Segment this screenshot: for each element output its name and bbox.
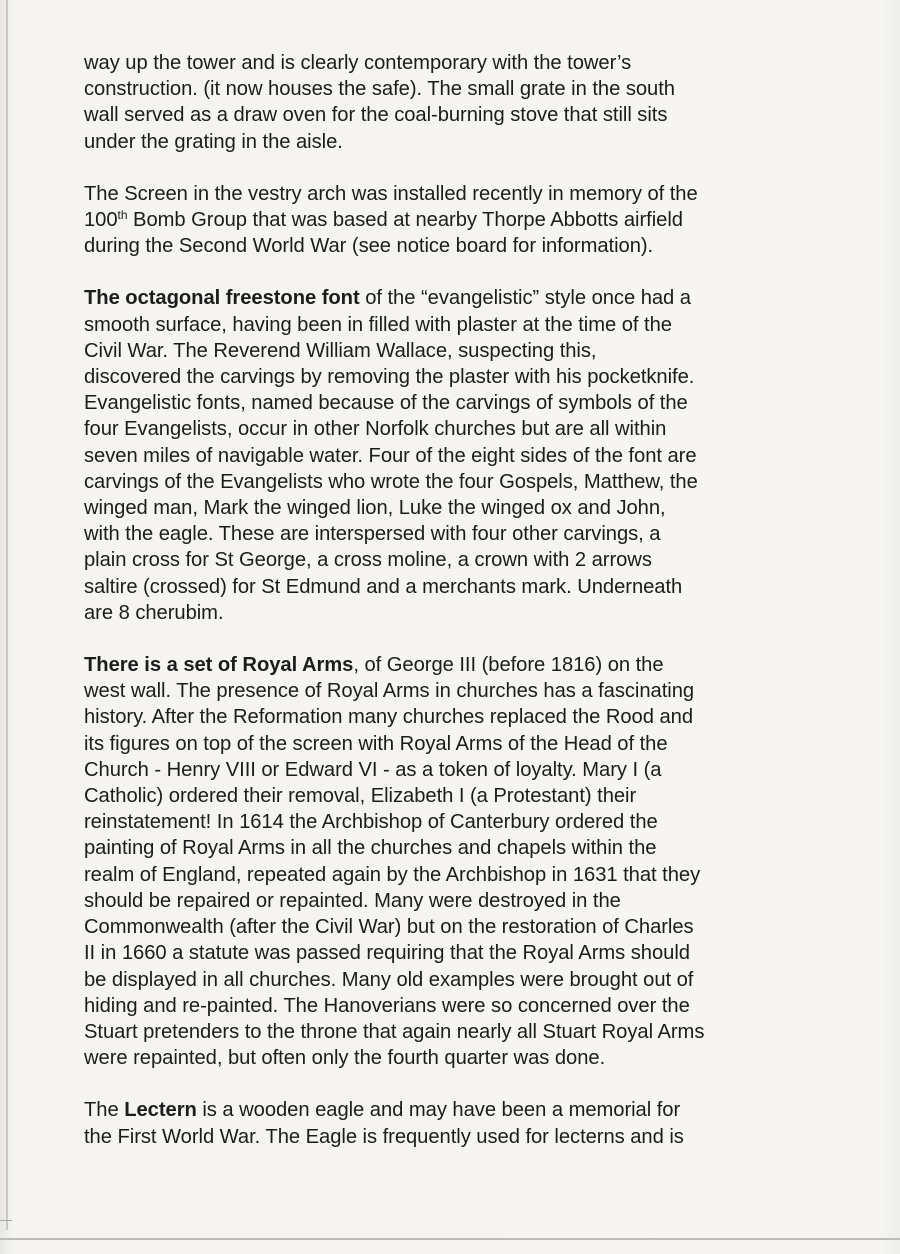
text-line [84,914,804,940]
text-line [84,1097,804,1123]
text-line [84,129,804,155]
text-line [84,967,804,993]
text-line [84,888,804,914]
text-line [84,416,804,442]
text-run: seven miles of navigable water. Four of the eight sides of the font are [84,444,697,467]
text-run: painting of Royal Arms in all the churches and chapels within the [84,837,657,860]
text-line [84,50,804,76]
text-run: are 8 cherubim. [84,601,224,624]
text-run: should be repaired or repainted. Many were destroyed in the [84,889,621,912]
text-run: reinstatement! In 1614 the Archbishop of Canterbury ordered the [84,811,658,834]
text-run: smooth surface, having been in filled with plaster at the time of the [84,313,672,336]
text-line [84,940,804,966]
text-line [84,862,804,888]
text-line [84,704,804,730]
text-run: way up the tower and is clearly contemporary with the tower’s [84,52,632,74]
text-run: saltire (crossed) for St Edmund and a merchants mark. Underneath [84,575,683,598]
page-corner-mark [0,1220,12,1221]
text-run: Commonwealth (after the Civil War) but on the restoration of Charles [84,916,694,939]
text-line [84,1124,804,1150]
text-run: four Evangelists, occur in other Norfolk churches but are all within [84,418,667,441]
text-run: with the eagle. These are interspersed with four other carvings, a [84,523,661,546]
text-line [84,390,804,416]
text-run: wall served as a draw oven for the coal-burning stove that still sits [84,104,668,127]
text-run: is a wooden eagle and may have been a memorial for [196,1099,681,1122]
superscript-text: th [117,208,128,223]
text-line [84,1019,804,1045]
text-line [84,809,804,835]
text-line [84,76,804,102]
text-run: Evangelistic fonts, named because of the carvings of symbols of the [84,392,688,415]
text-line [84,835,804,861]
text-run: hiding and re-painted. The Hanoverians were so concerned over the [84,994,690,1017]
page-left-edge [6,0,8,1230]
text-line [84,338,804,364]
text-line [84,102,804,128]
text-line [84,495,804,521]
text-run: during the Second World War (see notice board for information). [84,235,654,258]
text-line [84,285,804,311]
para-lectern [84,1097,804,1149]
text-run: , of George III (before 1816) on the [353,654,664,677]
text-line [84,207,804,233]
text-line [84,600,804,626]
text-run: of the “evangelistic” style once had a [359,287,691,310]
text-run: Civil War. The Reverend William Wallace, suspecting this, [84,339,597,362]
text-line [84,521,804,547]
text-run: under the grating in the aisle. [84,130,343,153]
text-run: plain cross for St George, a cross moline, a crown with 2 arrows [84,549,652,572]
para-font [84,285,804,626]
text-run: II in 1660 a statute was passed requiring that the Royal Arms should [84,942,690,965]
text-line [84,1045,804,1071]
text-line [84,181,804,207]
bold-heading-text: The octagonal freestone font [84,287,360,310]
para-vestry [84,50,804,155]
page-bottom-edge [0,1238,900,1240]
text-run: Stuart pretenders to the throne that again nearly all Stuart Royal Arms [84,1020,705,1043]
text-line [84,783,804,809]
text-line [84,364,804,390]
text-run: The [84,1099,125,1122]
bold-heading-text: Lectern [124,1099,197,1122]
text-run: carvings of the Evangelists who wrote the four Gospels, Matthew, the [84,470,698,493]
text-run: construction. (it now houses the safe). The small grate in the south [84,78,675,101]
text-line [84,443,804,469]
text-line [84,312,804,338]
text-line [84,757,804,783]
text-run: be displayed in all churches. Many old examples were brought out of [84,968,694,991]
text-run: Catholic) ordered their removal, Elizabeth I (a Protestant) their [84,785,637,808]
text-run: realm of England, repeated again by the Archbishop in 1631 that they [84,863,701,886]
text-line [84,993,804,1019]
text-run: were repainted, but often only the fourth quarter was done. [84,1047,606,1070]
text-run: The Screen in the vestry arch was installed recently in memory of the [84,182,698,205]
text-run: the First World War. The Eagle is frequently used for lecterns and is [84,1125,684,1148]
text-run: Bomb Group that was based at nearby Thorpe Abbotts airfield [127,209,683,232]
text-run: 100 [84,209,118,232]
text-line [84,652,804,678]
text-line [84,233,804,259]
text-run: discovered the carvings by removing the plaster with his pocketknife. [84,366,695,389]
text-line [84,678,804,704]
text-run: history. After the Reformation many churches replaced the Rood and [84,706,694,729]
text-run: Church - Henry VIII or Edward VI - as a token of loyalty. Mary I (a [84,758,662,781]
bold-heading-text: There is a set of Royal Arms [84,654,354,677]
text-run: its figures on top of the screen with Royal Arms of the Head of the [84,732,668,755]
para-royal-arms [84,652,804,1071]
document-body [84,50,804,1176]
text-line [84,547,804,573]
text-line [84,731,804,757]
text-line [84,469,804,495]
para-screen [84,181,804,260]
text-line [84,574,804,600]
text-run: west wall. The presence of Royal Arms in churches has a fascinating [84,680,695,703]
text-run: winged man, Mark the winged lion, Luke the winged ox and John, [84,497,666,520]
